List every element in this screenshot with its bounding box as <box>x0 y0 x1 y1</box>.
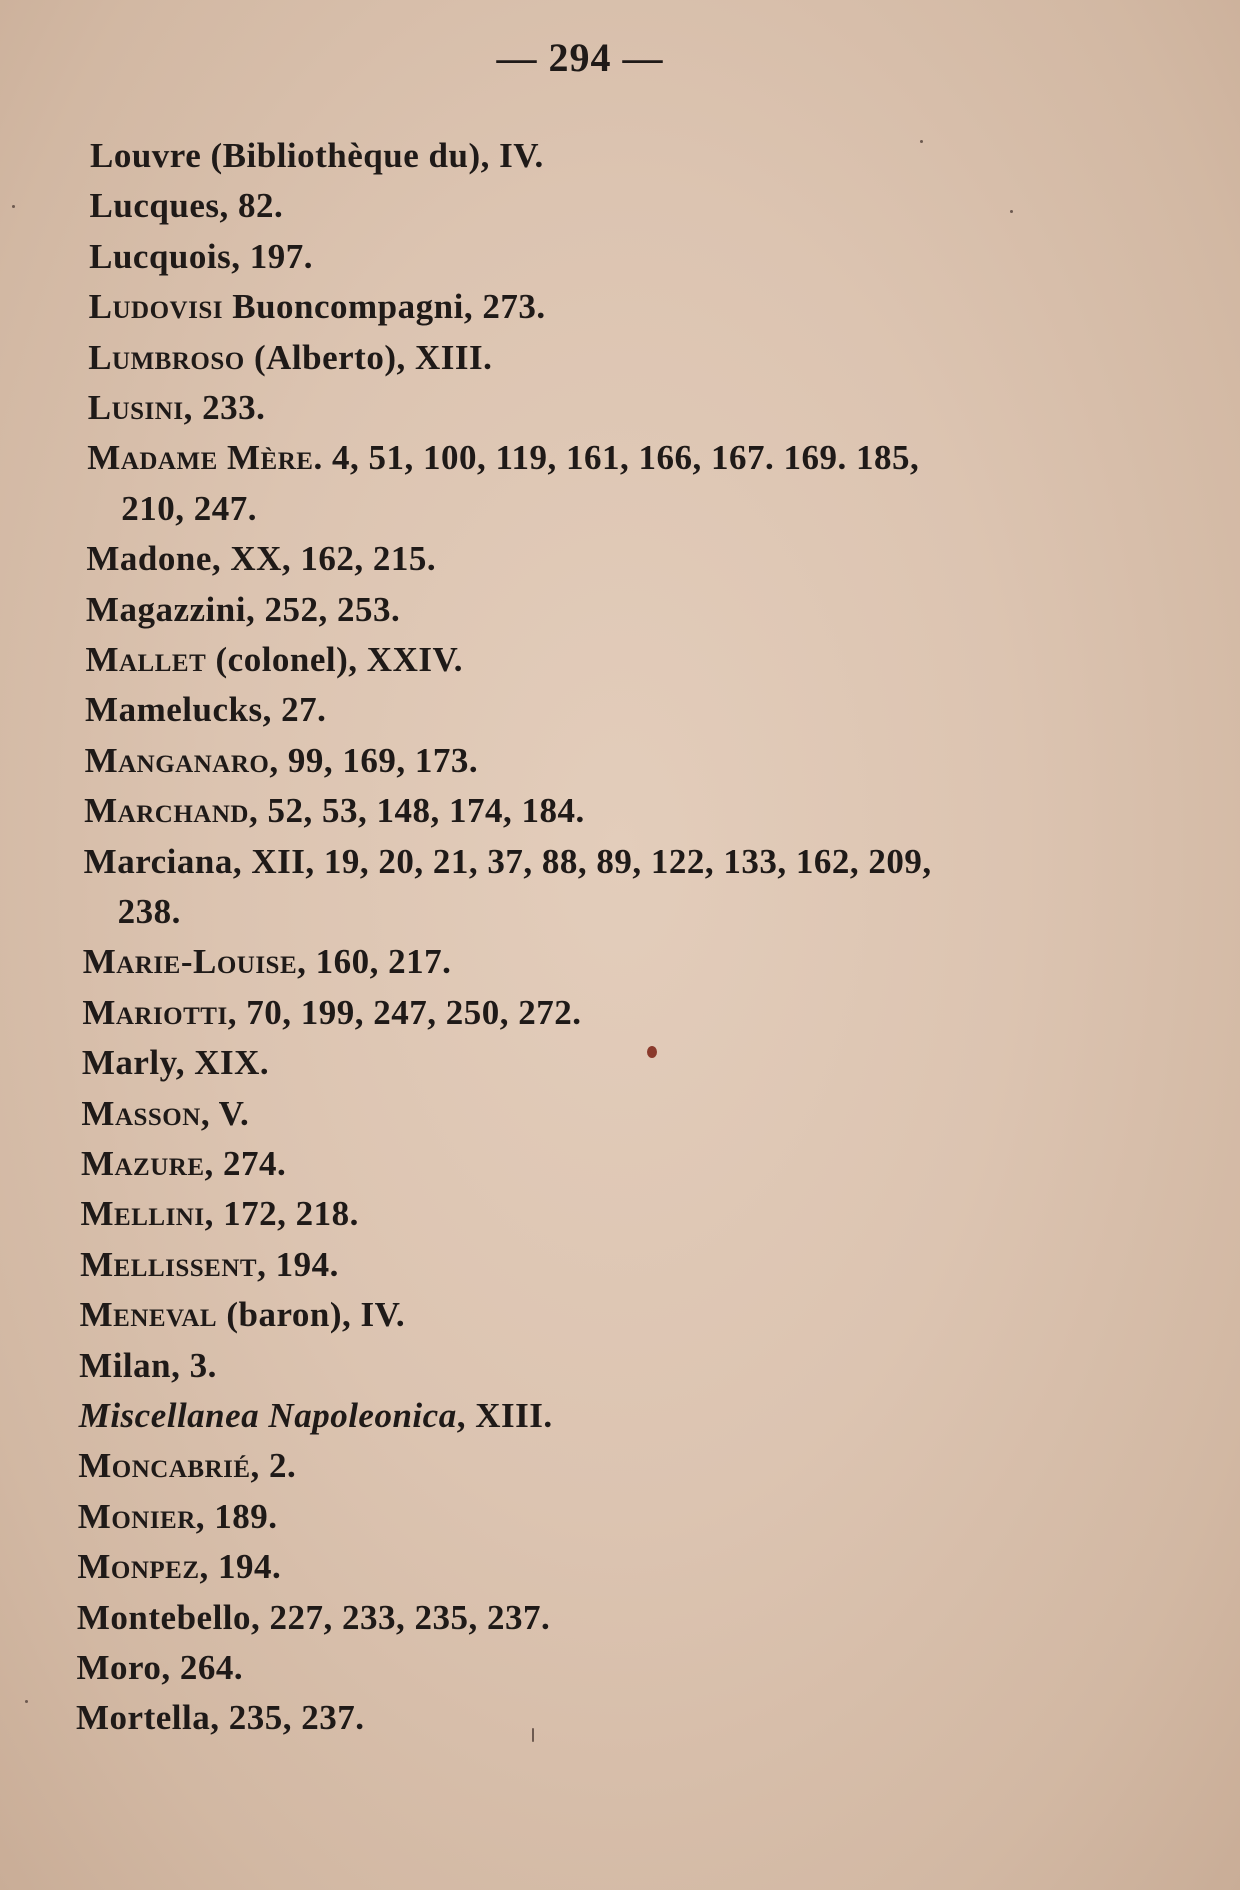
index-entry-references: , 264. <box>161 1648 244 1687</box>
paper-speck <box>920 140 923 143</box>
index-entry-name: Manganaro <box>84 740 270 780</box>
index-entry-name: Masson <box>81 1093 201 1133</box>
index-entry <box>79 1344 217 1388</box>
index-entry-name: Marciana <box>83 841 233 881</box>
index-entry-name: Lucques <box>89 186 220 226</box>
index-entry <box>78 1444 296 1488</box>
index-entry-name: Monpez <box>77 1547 200 1587</box>
index-entry-name: Lumbroso <box>88 337 245 377</box>
index-entry-references: (Bibliothèque du), IV. <box>201 136 544 175</box>
index-entry-references: , XIII. <box>456 1396 553 1435</box>
index-entry-name: Madame Mère <box>87 438 314 478</box>
index-entry <box>80 1243 339 1287</box>
index-entry-references: , 233. <box>183 388 266 427</box>
index-entry <box>80 1293 406 1337</box>
index-entry-references: , 194. <box>199 1547 282 1587</box>
index-entry <box>77 1545 281 1589</box>
index-entry-references: , 27. <box>262 690 327 730</box>
index-entry-name: Mazure <box>80 1144 205 1183</box>
index-entry-references: , XIX. <box>175 1043 270 1083</box>
index-entry <box>86 588 400 632</box>
index-entry <box>84 789 585 833</box>
index-entry <box>82 991 581 1035</box>
index-entry <box>76 1646 243 1690</box>
paper-speck <box>12 205 15 208</box>
index-entry <box>89 235 313 279</box>
page-number: — 294 — <box>496 35 664 80</box>
index-entry <box>85 739 479 783</box>
paper-speck <box>25 1700 28 1703</box>
index-entry-references: (colonel), XXIV. <box>206 640 463 679</box>
index-entry-name: Lusini <box>87 388 184 427</box>
index-entry-name: Lucquois <box>89 236 232 276</box>
index-entry <box>82 1041 269 1085</box>
index-entry-name: Marie-Louise <box>82 942 298 982</box>
paper-speck <box>1010 210 1013 213</box>
index-entry <box>78 1495 278 1539</box>
index-entry <box>85 688 326 732</box>
index-entry-references: , 99, 169, 173. <box>269 740 479 780</box>
index-entry-name: Mariotti <box>82 992 228 1032</box>
index-entry <box>88 386 266 430</box>
index-entry <box>81 1192 359 1236</box>
index-entry <box>81 1142 286 1186</box>
index-entry-name: Meneval <box>79 1295 218 1335</box>
index-entry-references: , 194. <box>257 1244 339 1284</box>
index-entry-name: Louvre <box>90 136 202 175</box>
index-entry-references: , 2. <box>250 1446 297 1486</box>
index-entry-references: (Alberto), XIII. <box>244 337 493 377</box>
index-entry-references: , 197. <box>231 236 313 276</box>
index-entry <box>81 1092 249 1136</box>
index-entry <box>89 285 546 329</box>
index-entry-name: Mamelucks <box>85 690 263 730</box>
index-entry-continuation: 238. <box>117 892 181 931</box>
index-entry-name: Monier <box>77 1496 196 1536</box>
index-entry-references: , 252, 253. <box>245 589 401 629</box>
index-entry-name: Montebello <box>76 1597 252 1637</box>
index-entry-references: , 227, 233, 235, 237. <box>251 1597 551 1637</box>
index-entry-references: , XX, 162, 215. <box>211 539 437 579</box>
index-entry-references: , 235, 237. <box>210 1698 365 1738</box>
index-entry <box>90 184 284 228</box>
index-entry-references: , 70, 199, 247, 250, 272. <box>227 992 582 1032</box>
index-entry-references: , 274. <box>204 1144 287 1183</box>
index-entry <box>84 840 932 884</box>
index-entry-references: , XII, 19, 20, 21, 37, 88, 89, 122, 133, 162, 209, <box>232 841 932 881</box>
index-entry-name: Mallet <box>85 640 207 679</box>
index-entry <box>87 436 919 480</box>
index-entry-references: (baron), IV. <box>217 1295 406 1335</box>
index-entry-name: Madone <box>86 539 212 579</box>
index-entry <box>76 1696 364 1740</box>
ink-stain <box>647 1046 657 1058</box>
paper-speck <box>532 1728 534 1742</box>
index-entry-name: Marchand <box>84 791 249 831</box>
index-entry <box>90 134 544 178</box>
index-entry-references: , 82. <box>219 186 284 226</box>
index-entry <box>83 940 452 984</box>
index-entry-references: Buoncompagni, 273. <box>222 287 546 327</box>
index-entry <box>77 1596 550 1640</box>
index-entry-references: , 172, 218. <box>204 1194 359 1234</box>
index-entry <box>85 638 463 682</box>
index-entry-name: Ludovisi <box>88 287 223 327</box>
index-entry <box>86 537 436 581</box>
index-entry-name: Mortella <box>76 1698 211 1738</box>
index-entry-name: Moro <box>76 1648 162 1687</box>
index-entry-name: Marly <box>81 1043 176 1083</box>
index-entry-references: , 52, 53, 148, 174, 184. <box>248 791 585 831</box>
index-entry-name: Miscellanea Napoleonica <box>78 1396 457 1435</box>
index-entry-references: , 3. <box>171 1345 217 1385</box>
index-entry-references: , 160, 217. <box>297 942 452 982</box>
index-entry-continuation: 210, 247. <box>121 488 258 528</box>
index-entry-name: Milan <box>79 1345 172 1385</box>
index-entry-name: Moncabrié <box>78 1446 251 1486</box>
index-entry-references: , 189. <box>195 1496 278 1536</box>
index-entry-name: Mellissent <box>80 1244 258 1284</box>
index-entry-references: . 4, 51, 100, 119, 161, 166, 167. 169. 185, <box>313 438 920 478</box>
index-entry-name: Magazzini <box>85 589 246 629</box>
index-entry <box>88 336 492 380</box>
index-entry-references: , V. <box>200 1093 250 1133</box>
index-entry-name: Mellini <box>80 1194 205 1234</box>
index-entry <box>79 1394 553 1438</box>
